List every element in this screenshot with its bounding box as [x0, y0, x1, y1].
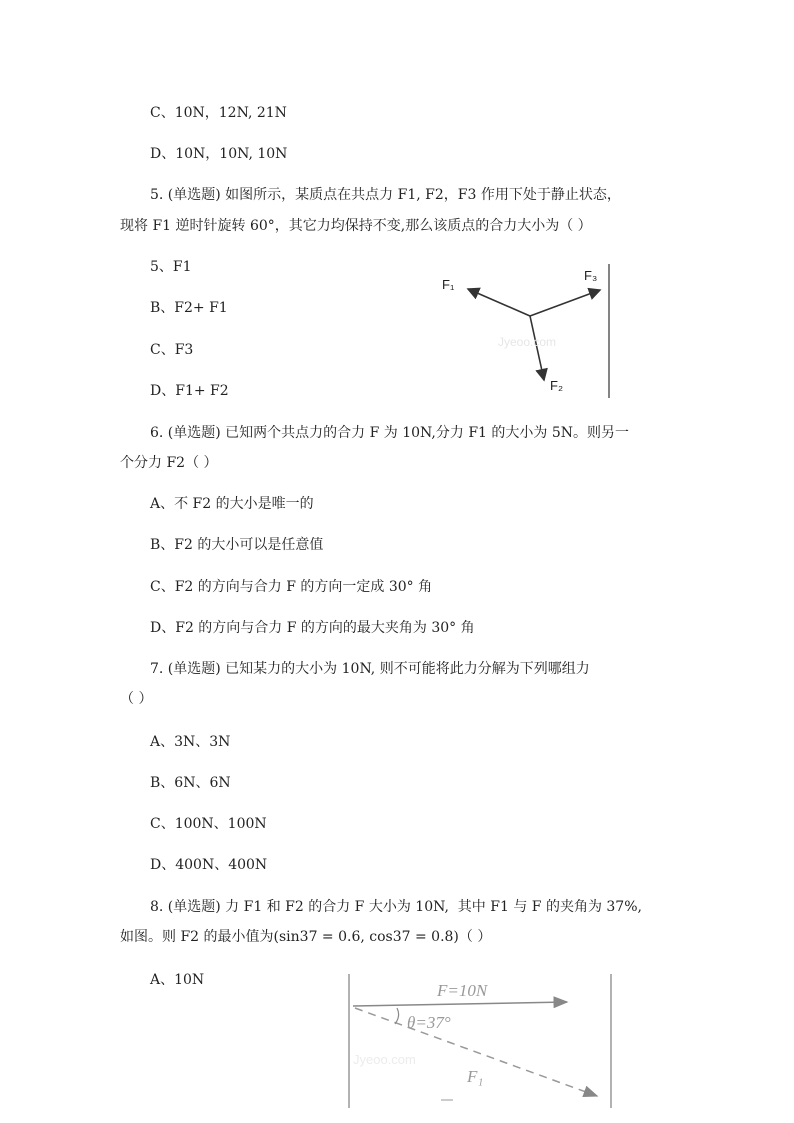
f3-label: F₃	[584, 268, 598, 283]
q6-stem-line1: 6. (单选题) 已知两个共点力的合力 F 为 10N,分力 F1 的大小为 5N。则另一	[150, 425, 629, 441]
f1-arrow	[468, 289, 530, 316]
q4-option-d: D、10N，10N, 10N	[150, 146, 288, 162]
q7-stem-line2: （ ）	[120, 691, 153, 707]
q8-stem-line1: 8. (单选题) 力 F1 和 F2 的合力 F 大小为 10N, 其中 F1 与 F 的夹角为 37%,	[150, 899, 642, 915]
q6-stem-line2: 个分力 F2（ ）	[120, 455, 218, 471]
q7-option-c: C、100N、100N	[150, 816, 267, 832]
q7-option-a: A、3N、3N	[150, 734, 231, 750]
force-diagram-2	[345, 972, 615, 1112]
q7-stem-line1: 7. (单选题) 已知某力的大小为 10N, 则不可能将此力分解为下列哪组力	[150, 661, 590, 677]
watermark: Jyeoo.com	[498, 335, 557, 349]
q7-option-d: D、400N、400N	[150, 857, 268, 873]
q6-option-a: A、不 F2 的大小是唯一的	[150, 496, 314, 512]
force-diagram-1	[438, 262, 618, 400]
q6-option-b: B、F2 的大小可以是任意值	[150, 537, 324, 553]
q5-stem-line1: 5. (单选题) 如图所示，某质点在共点力 F1, F2，F3 作用下处于静止状态，	[150, 187, 621, 203]
f1-label: F₁	[442, 277, 455, 292]
f1-label: F₁	[467, 1067, 484, 1086]
q6-option-d: D、F2 的方向与合力 F 的方向的最大夹角为 30° 角	[150, 620, 475, 636]
f-arrow	[353, 1002, 567, 1006]
q7-option-b: B、6N、6N	[150, 775, 231, 791]
q5-stem-line2: 现将 F1 逆时针旋转 60°，其它力均保持不变,那么该质点的合力大小为（ ）	[120, 218, 592, 234]
q5-option-d: D、F1+ F2	[150, 383, 229, 399]
q5-option-c: C、F3	[150, 342, 194, 358]
q8-stem-line2: 如图。则 F2 的最小值为(sin37 = 0.6, cos37 = 0.8)（ ）	[120, 929, 492, 945]
f2-label: F₂	[550, 378, 563, 393]
q8-option-a: A、10N	[150, 972, 205, 988]
q5-option-b: B、F2+ F1	[150, 300, 228, 316]
q6-option-c: C、F2 的方向与合力 F 的方向一定成 30° 角	[150, 579, 433, 595]
q5-option-a: 5、F1	[150, 259, 192, 275]
angle-arc	[395, 1008, 399, 1024]
f3-arrow	[530, 290, 600, 316]
q4-option-c: C、10N，12N, 21N	[150, 105, 287, 121]
f-label: F=10N	[437, 981, 488, 1000]
theta-label: θ=37°	[407, 1013, 451, 1032]
watermark: Jyeoo.com	[353, 1052, 416, 1067]
